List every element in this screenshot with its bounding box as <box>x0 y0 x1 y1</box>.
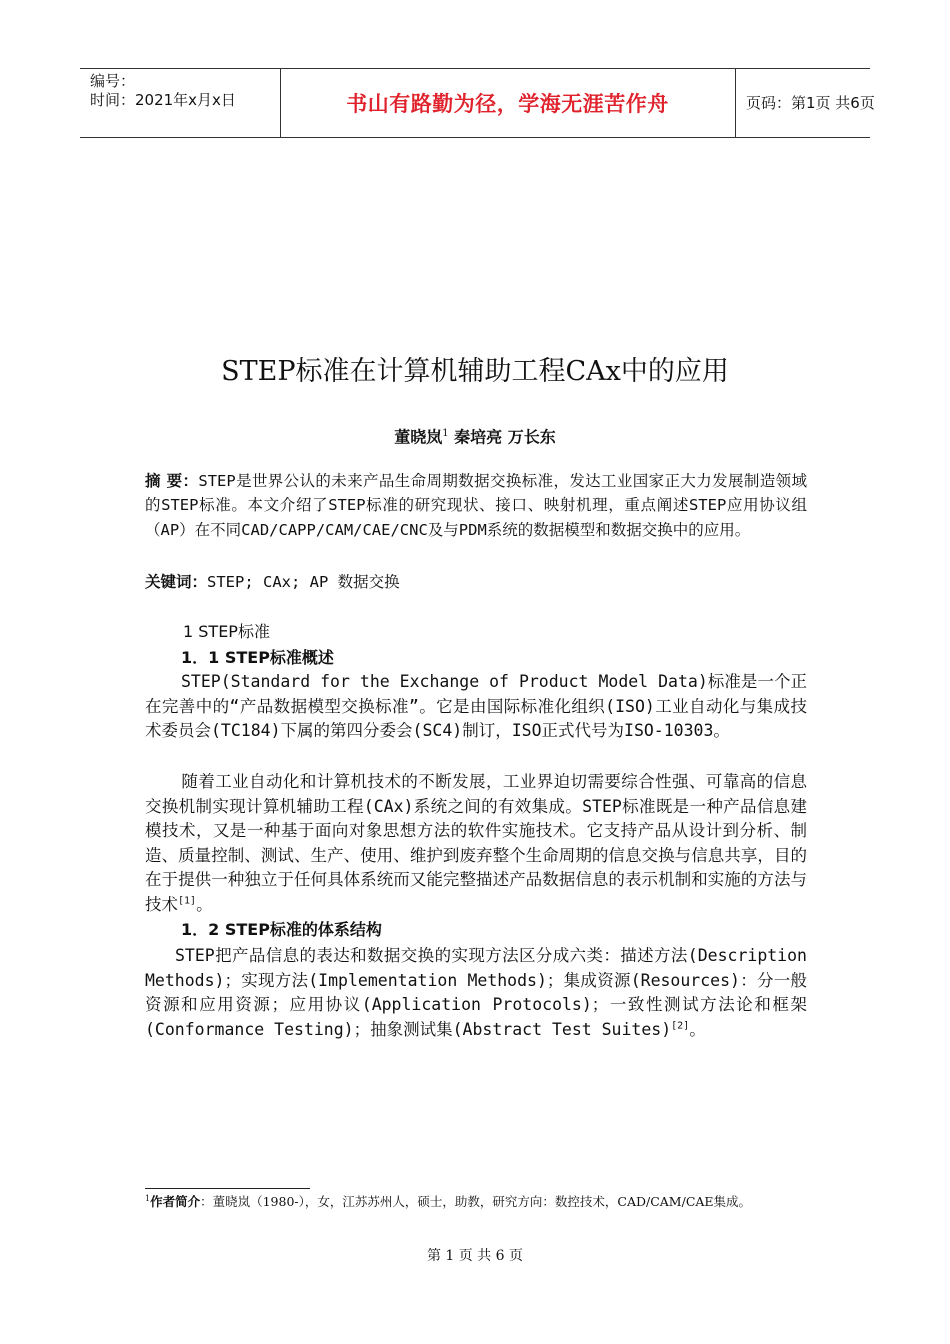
header-motto: 书山有路勤为径，学海无涯苦作舟 <box>346 92 669 116</box>
keywords <box>145 570 807 594</box>
header-page-label: 页码：第1页 共6页 <box>746 94 875 112</box>
footnote-mark: 1 <box>145 1193 151 1203</box>
paragraph-text: STEP(Standard for the Exchange of Product Model Data)标准是一个正在完善中的“产品数据模型交换标准”。它是由国际标准化组织(ISO)工业自动化与集成技术委员会(TC184)下属的第四分委会(SC4)制订，ISO正式代号为ISO-10303。 <box>145 672 807 741</box>
keywords-text: STEP; CAx; AP 数据交换 <box>207 573 400 591</box>
subsection-heading-architecture: 1．2 STEP标准的体系结构 <box>181 920 382 939</box>
paragraph-end: 。 <box>689 1019 706 1039</box>
paragraph-end: 。 <box>196 894 213 914</box>
abstract-text: STEP是世界公认的未来产品生命周期数据交换标准，发达工业国家正大力发展制造领域的STEP标准。本文介绍了STEP标准的研究现状、接口、映射机理，重点阐述STEP应用协议组（AP）在不同CAD/CAPP/CAM/CAE/CNC及与PDM系统的数据模型和数据交换中的应用。 <box>145 472 807 539</box>
abstract-label: 摘 要： <box>145 472 199 490</box>
author-footnote-mark: 1 <box>442 428 449 439</box>
paragraph-step-background <box>145 770 807 918</box>
author-footnote <box>145 1193 835 1211</box>
document-number-label: 编号： <box>90 72 136 90</box>
author-others: 秦培亮 万长东 <box>448 427 556 447</box>
paper-title: STEP标准在计算机辅助工程CAx中的应用 <box>221 356 729 387</box>
abstract <box>145 469 807 542</box>
footnote-divider <box>145 1188 310 1189</box>
document-header <box>80 68 875 138</box>
paragraph-text: 随着工业自动化和计算机技术的不断发展，工业界迫切需要综合性强、可靠高的信息交换机制实现计算机辅助工程(CAx)系统之间的有效集成。STEP标准既是一种产品信息建模技术，又是一种基于面向对象思想方法的软件实施技术。它支持产品从设计到分析、制造、质量控制、测试、生产、使用、维护到废弃整个生命周期的信息交换与信息共享，目的在于提供一种独立于任何具体系统而又能完整描述产品数据信息的表示机制和实施的方法与技术 <box>145 772 807 914</box>
keywords-label: 关键词： <box>145 573 208 591</box>
citation-ref: [1] <box>178 895 197 907</box>
document-time-label: 时间：2021年x月x日 <box>90 91 236 109</box>
header-page-cell <box>735 69 875 137</box>
paragraph-step-definition <box>145 670 807 744</box>
citation-ref: [2] <box>671 1020 690 1032</box>
author-main: 董晓岚 <box>394 427 443 447</box>
header-info-cell <box>80 69 281 137</box>
page-number: 第 1 页 共 6 页 <box>426 1248 524 1264</box>
subsection-heading-overview: 1．1 STEP标准概述 <box>181 648 334 667</box>
section-heading: 1 STEP标准 <box>183 622 270 641</box>
footnote-label: 作者简介 <box>150 1194 201 1209</box>
paragraph-text: STEP把产品信息的表达和数据交换的实现方法区分成六类：描述方法(Description Methods)；实现方法(Implementation Methods)；集成资源(Resources)：分一般资源和应用资源；应用协议(Application Protocols)；一致性测试方法论和框架(Conformance Testing)；抽象测试集(Abstract Test Suites) <box>145 946 807 1039</box>
paragraph-step-architecture <box>145 944 807 1042</box>
footnote-text: ：董晓岚（1980-），女，江苏苏州人，硕士，助教，研究方向：数控技术，CAD/CAM/CAE集成。 <box>200 1194 752 1209</box>
paper-authors <box>0 422 950 449</box>
